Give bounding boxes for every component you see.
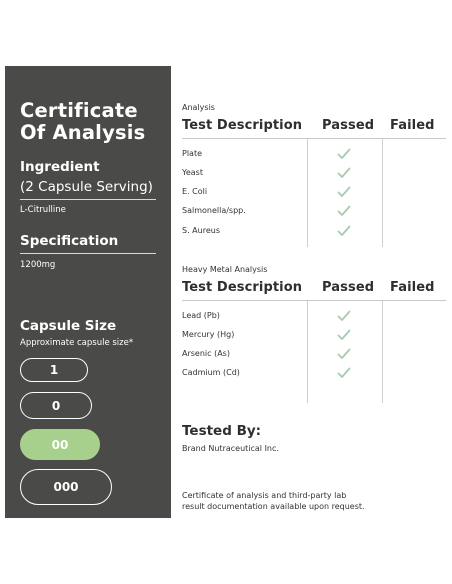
check-icon [337,167,351,179]
column-header-passed: Passed [322,118,375,133]
title-line-1: Certificate [20,99,138,122]
check-icon [337,310,351,322]
column-header-test-description: Test Description [182,280,303,295]
column-divider [382,139,383,247]
header-rule [182,138,446,139]
page-title [20,100,145,144]
divider [20,253,156,254]
capsule-size-subtitle: Approximate capsule size* [20,338,134,348]
analysis-row-label: Yeast [182,168,203,177]
check-icon [337,205,351,217]
check-icon [337,329,351,341]
heavy-metal-row-label: Mercury (Hg) [182,330,235,339]
column-divider [307,301,308,403]
tested-by-company: Brand Nutraceutical Inc. [182,444,279,453]
column-header-failed: Failed [390,118,435,133]
tested-by-heading: Tested By: [182,423,262,439]
header-rule [182,300,446,301]
column-header-passed: Passed [322,280,375,295]
title-line-2: Of Analysis [20,121,146,144]
specification-value: 1200mg [20,260,56,270]
check-icon [337,148,351,160]
column-divider [382,301,383,403]
heavy-metal-row-label: Lead (Pb) [182,311,220,320]
column-header-failed: Failed [390,280,435,295]
capsule-size-0-button[interactable]: 0 [20,392,92,419]
footnote-line-1: Certificate of analysis and third-party lab [182,491,347,500]
specification-heading: Specification [20,233,119,249]
footnote-line-2: result documentation available upon request. [182,502,365,511]
heavy-metal-label: Heavy Metal Analysis [182,265,268,274]
capsule-size-heading: Capsule Size [20,318,117,334]
check-icon [337,367,351,379]
column-divider [307,139,308,247]
analysis-row-label: S. Aureus [182,226,220,235]
check-icon [337,225,351,237]
capsule-size-000-button[interactable]: 000 [20,469,112,505]
heavy-metal-row-label: Cadmium (Cd) [182,368,240,377]
sidebar [5,66,171,518]
ingredient-serving: (2 Capsule Serving) [20,179,153,195]
ingredient-name: L-Citrulline [20,205,66,215]
analysis-row-label: E. Coli [182,187,208,196]
analysis-row-label: Plate [182,149,203,158]
footnote [182,490,365,512]
check-icon [337,348,351,360]
analysis-label: Analysis [182,103,215,112]
check-icon [337,186,351,198]
capsule-size-1-button[interactable]: 1 [20,358,88,382]
heavy-metal-row-label: Arsenic (As) [182,349,230,358]
analysis-row-label: Salmonella/spp. [182,206,246,215]
divider [20,199,156,200]
column-header-test-description: Test Description [182,118,303,133]
capsule-size-00-button[interactable]: 00 [20,429,100,460]
ingredient-heading: Ingredient [20,159,100,175]
